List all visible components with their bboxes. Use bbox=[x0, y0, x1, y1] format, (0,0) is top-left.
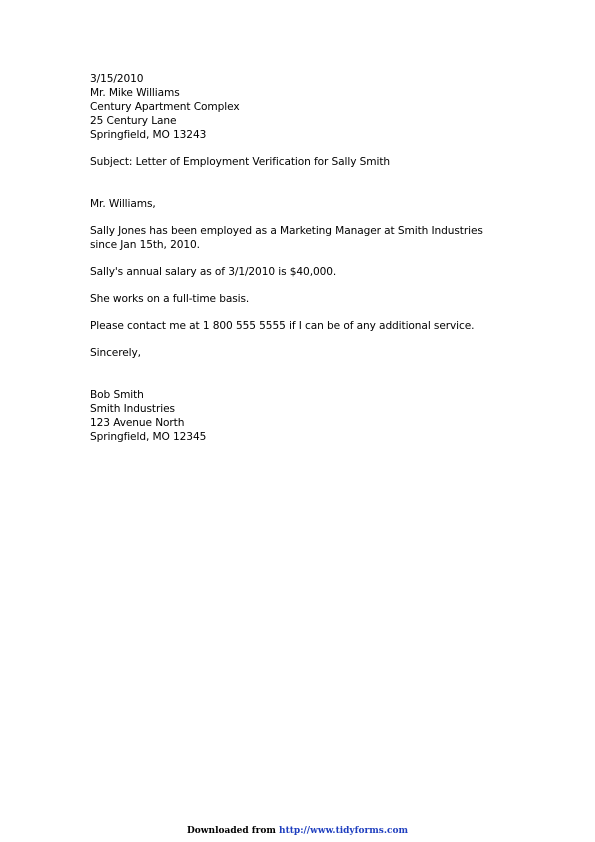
sender-company: Smith Industries bbox=[90, 403, 175, 415]
sender-street: 123 Avenue North bbox=[90, 417, 185, 429]
recipient-address bbox=[90, 86, 510, 142]
recipient-street: 25 Century Lane bbox=[90, 115, 177, 127]
footer-link[interactable]: http://www.tidyforms.com bbox=[279, 826, 409, 836]
subject-block bbox=[90, 155, 510, 169]
sender-city: Springfield, MO 12345 bbox=[90, 431, 207, 443]
letter-body bbox=[90, 72, 510, 444]
employment-line-2: since Jan 15th, 2010. bbox=[90, 239, 200, 251]
closing-block bbox=[90, 346, 510, 360]
letter-closing: Sincerely, bbox=[90, 347, 141, 359]
letter-salutation: Mr. Williams, bbox=[90, 198, 156, 210]
basis-paragraph bbox=[90, 292, 510, 306]
sender-signature-block bbox=[90, 388, 510, 444]
date-block bbox=[90, 72, 510, 86]
salutation-block bbox=[90, 197, 510, 211]
contact-paragraph bbox=[90, 319, 510, 333]
contact-text: Please contact me at 1 800 555 5555 if I can be of any additional service. bbox=[90, 320, 475, 332]
employment-line-1: Sally Jones has been employed as a Marketing Manager at Smith Industries bbox=[90, 225, 483, 237]
basis-text: She works on a full-time basis. bbox=[90, 293, 250, 305]
salary-text: Sally's annual salary as of 3/1/2010 is $40,000. bbox=[90, 266, 337, 278]
sender-name: Bob Smith bbox=[90, 389, 144, 401]
footer-prefix: Downloaded from bbox=[186, 826, 276, 836]
letter-date: 3/15/2010 bbox=[90, 73, 144, 85]
salary-paragraph bbox=[90, 265, 510, 279]
recipient-company: Century Apartment Complex bbox=[90, 101, 240, 113]
recipient-name: Mr. Mike Williams bbox=[90, 87, 180, 99]
recipient-city: Springfield, MO 13243 bbox=[90, 129, 207, 141]
download-footer bbox=[0, 826, 595, 836]
letter-subject: Subject: Letter of Employment Verification for Sally Smith bbox=[90, 156, 391, 168]
employment-paragraph bbox=[90, 224, 510, 252]
